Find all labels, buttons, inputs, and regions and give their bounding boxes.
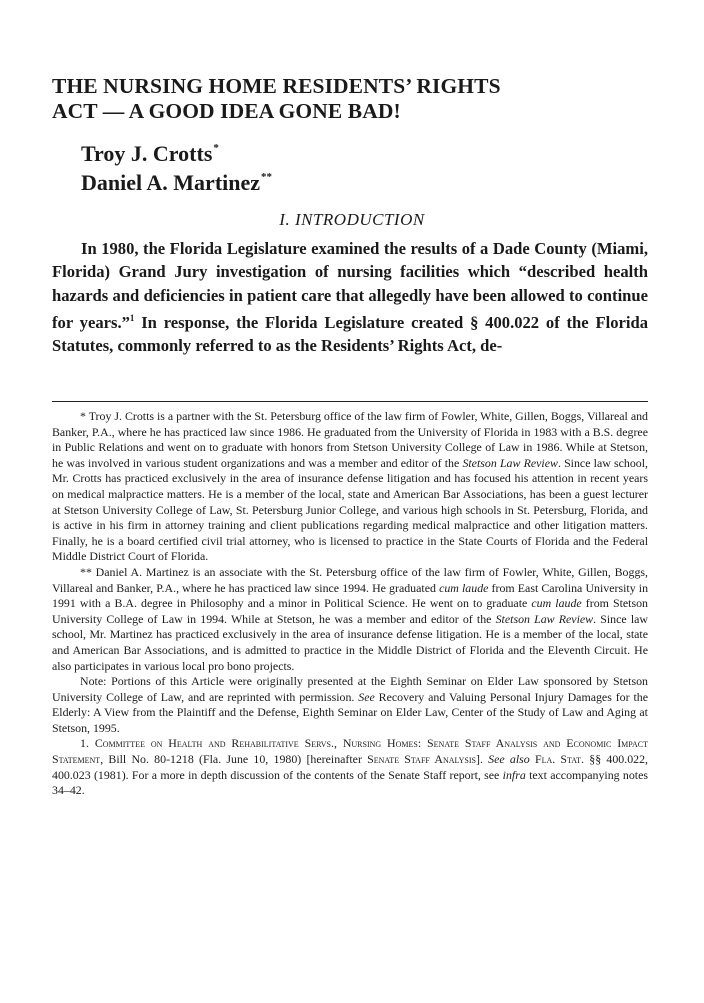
- author-footnote-marker[interactable]: *: [213, 142, 219, 154]
- footnote-text: from Stetson University College of Law in 1994. While at Stetson, he was a member and editor of the: [52, 596, 648, 626]
- section-heading-introduction: I. INTRODUCTION: [279, 210, 425, 229]
- footnote-mark: *: [80, 409, 86, 423]
- paragraph-text-continued: In response, the Florida Legislature created § 400.022 of the Florida Statutes, commonly referred to as the Residents’ Rights Act, de-: [52, 312, 648, 356]
- footnote-text: Note: Portions of this Article were originally presented at the Eighth Seminar on Elder Law sponsored by Stetson University College of Law, and are reprinted with permission.: [52, 674, 648, 704]
- infra-signal: infra: [502, 767, 526, 782]
- footnote-martinez: [52, 565, 648, 674]
- latin-honor: cum laude: [439, 580, 489, 595]
- footnote-text: from East Carolina University in 1991 with a B.A. degree in Philosophy and a minor in Political Science. He went on to graduate: [52, 580, 649, 611]
- author-footnote-marker[interactable]: **: [261, 171, 273, 183]
- article-title: [52, 74, 652, 124]
- footnote-text: , Bill No. 80-1218 (Fla. June 10, 1980) [hereinafter: [100, 752, 368, 767]
- journal-name: Stetson Law Review: [495, 611, 594, 626]
- footnote-text: Troy J. Crotts is a partner with the St. Petersburg office of the law firm of Fowler, White, Gillen, Boggs, Villareal and Banker, P.A., where he has practiced law since 1986. He graduated from the University of Florida in 1983 with a B.S. degree in Public Relations and went on to graduate with honors from Stetson University College of Law in 1986. While at Stetson, he was involved in various student organizations and was a member and editor of the: [52, 409, 648, 470]
- footnote-text: ].: [475, 752, 489, 767]
- footnotes: [52, 409, 648, 799]
- footnote-1: [52, 736, 648, 798]
- paragraph-text: In 1980, the Florida Legislature examined the results of a Dade County (Miami, Florida) Grand Jury investigation of nursing facilities which “described health hazards and deficiencies in patient care that allegedly have been allowed to continue for years.”: [52, 239, 648, 332]
- citation-signal: See also: [488, 752, 530, 767]
- citation-signal: See: [358, 689, 375, 704]
- footnote-note: [52, 674, 648, 736]
- author-name: Daniel A. Martinez: [81, 170, 261, 195]
- author-martinez: [81, 170, 272, 196]
- footnote-reference-1[interactable]: 1: [129, 312, 135, 323]
- introduction-paragraph: [52, 237, 648, 357]
- article-title-line-2: ACT — A GOOD IDEA GONE BAD!: [52, 99, 401, 123]
- statute-citation: Fla. Stat.: [534, 752, 585, 767]
- journal-name: Stetson Law Review: [462, 455, 558, 470]
- short-citation: Senate Staff Analysis: [367, 752, 476, 767]
- source-title: Committee on Health and Rehabilitative Servs., Nursing Homes: Senate Staff Analysis and Economic Impact Statement: [52, 736, 648, 767]
- footnote-crotts: [52, 409, 648, 565]
- author-name: Troy J. Crotts: [81, 141, 213, 166]
- author-crotts: [81, 141, 219, 167]
- footnote-text: . Since law school, Mr. Crotts has practiced exclusively in the area of insurance defense litigation and has focused his attention in recent years on medical malpractice matters. He is a member of the local, state and American Bar Associations, has been a guest lecturer at Stetson University College of Law, St. Petersburg Junior College, and various high schools in St. Petersburg, Florida, and is active in his firm in attorney training and client publications regarding medical malpractice and other litigation matters. Finally, he is a board certified civil trial attorney, who is licensed to practice in the State Courts of Florida and the Federal Middle District Court of Florida.: [52, 455, 648, 564]
- footnote-text: . Since law school, Mr. Martinez has practiced exclusively in the area of insurance defense litigation. He is a member of the local, state and American Bar Associations, and is admitted to practice in the Middle District of Florida and the Eleventh Circuit. He also participates in various local pro bono projects.: [52, 611, 648, 673]
- footnote-divider: [52, 401, 648, 402]
- footnote-text: §§ 400.022, 400.023 (1981). For a more in depth discussion of the contents of the Senate Staff report, see: [52, 752, 649, 782]
- footnote-number: 1.: [80, 736, 89, 751]
- footnote-text: Recovery and Valuing Personal Injury Damages for the Elderly: A View from the Plaintiff and the Defense, Eighth Seminar on Elder Law, Center of the Study of Law and Aging at Stetson, 1995.: [52, 689, 648, 735]
- article-title-line-1: THE NURSING HOME RESIDENTS’ RIGHTS: [52, 74, 501, 98]
- footnote-mark: **: [80, 564, 92, 579]
- footnote-text: Daniel A. Martinez is an associate with the St. Petersburg office of the law firm of Fowler, White, Gillen, Boggs, Villareal and Banker, P.A., where he has practiced law since 1994. He graduated: [52, 564, 648, 595]
- latin-honor: cum laude: [531, 596, 582, 611]
- footnote-text: text accompanying notes 34–42.: [52, 767, 648, 798]
